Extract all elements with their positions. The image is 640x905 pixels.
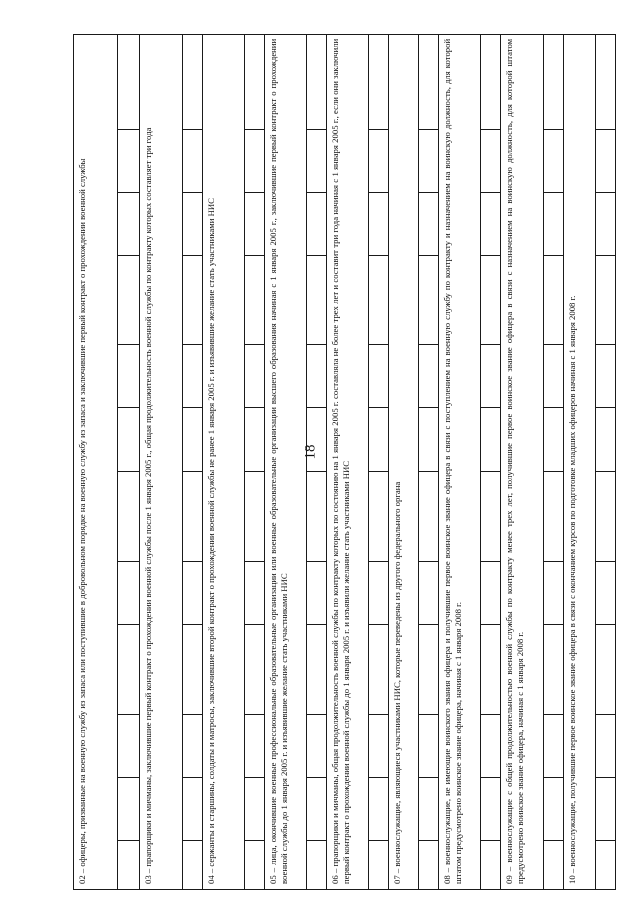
entry-cell[interactable] xyxy=(183,130,203,193)
entry-cell[interactable] xyxy=(307,562,327,625)
category-description: 05 – лица, окончившие военные профессиональные образовательные организации или военные образовательные организации высшего образования начиная с 1 января 2005 г., заключившие первый контракт о прохождении военной службы до 1 января 2005 г. и изъявившие желание стать участниками НИС xyxy=(265,34,307,889)
entry-cell[interactable] xyxy=(183,193,203,256)
entry-cell[interactable] xyxy=(118,841,140,890)
entry-cell[interactable] xyxy=(544,778,564,841)
entry-cell[interactable] xyxy=(307,34,327,129)
entry-cell[interactable] xyxy=(544,625,564,715)
entry-cell[interactable] xyxy=(419,408,439,472)
entry-cell[interactable] xyxy=(307,625,327,715)
entry-cell[interactable] xyxy=(307,841,327,890)
entry-row xyxy=(183,34,203,889)
category-description: 10 – военнослужащие, получившие первое воинское звание офицера в связи с окончанием курсов по подготовке младших офицеров начиная с 1 января 2008 г. xyxy=(564,34,596,889)
entry-row xyxy=(307,34,327,889)
entry-cell[interactable] xyxy=(183,345,203,408)
entry-cell[interactable] xyxy=(183,472,203,562)
category-description: 06 – прапорщики и мичманы, общая продолжительность военной службы по контракту которых по состоянию на 1 января 2005 г. составляла не более трех лет и составит три года начиная с 1 января 2005 г., если они заключили первый контракт о прохождении военной службы до 1 января 2005 г. и изъявили желание стать участниками НИС xyxy=(327,34,369,889)
entry-row xyxy=(481,34,501,889)
category-row xyxy=(439,34,481,889)
entry-cell[interactable] xyxy=(245,345,265,408)
entry-cell[interactable] xyxy=(481,256,501,345)
entry-cell[interactable] xyxy=(307,715,327,778)
entry-cell[interactable] xyxy=(245,408,265,472)
entry-cell[interactable] xyxy=(369,715,389,778)
entry-cell[interactable] xyxy=(245,778,265,841)
entry-cell[interactable] xyxy=(245,472,265,562)
entry-cell[interactable] xyxy=(596,778,616,841)
entry-cell[interactable] xyxy=(118,130,140,193)
entry-cell[interactable] xyxy=(481,778,501,841)
entry-cell[interactable] xyxy=(369,408,389,472)
entry-cell[interactable] xyxy=(419,34,439,129)
category-description: 08 – военнослужащие, не имеющие воинского звания офицера и получившие первое воинское звание офицера в связи с поступлением на военную службу по контракту и назначением на воинскую должность, для которой штатом предусмотрено воинское звание офицера, начиная с 1 января 2008 г. xyxy=(439,34,481,889)
entry-row xyxy=(544,34,564,889)
entry-cell[interactable] xyxy=(544,345,564,408)
category-row xyxy=(203,34,245,889)
entry-cell[interactable] xyxy=(419,715,439,778)
entry-cell[interactable] xyxy=(369,778,389,841)
entry-cell[interactable] xyxy=(419,472,439,562)
entry-cell[interactable] xyxy=(481,408,501,472)
entry-cell[interactable] xyxy=(245,34,265,129)
entry-cell[interactable] xyxy=(307,256,327,345)
entry-cell[interactable] xyxy=(596,130,616,193)
entry-cell[interactable] xyxy=(544,715,564,778)
entry-cell[interactable] xyxy=(307,130,327,193)
entry-cell[interactable] xyxy=(118,256,140,345)
entry-row xyxy=(118,34,140,889)
entry-cell[interactable] xyxy=(307,472,327,562)
entry-cell[interactable] xyxy=(183,625,203,715)
entry-cell[interactable] xyxy=(183,715,203,778)
entry-cell[interactable] xyxy=(481,625,501,715)
entry-cell[interactable] xyxy=(118,625,140,715)
category-description: 04 – сержанты и старшины, солдаты и матросы, заключившие второй контракт о прохождении военной службы не ранее 1 января 2005 г. и изъявившие желание стать участниками НИС xyxy=(203,34,245,889)
entry-row xyxy=(369,34,389,889)
entry-cell[interactable] xyxy=(307,778,327,841)
entry-cell[interactable] xyxy=(544,408,564,472)
entry-cell[interactable] xyxy=(245,130,265,193)
entry-cell[interactable] xyxy=(183,778,203,841)
entry-cell[interactable] xyxy=(481,34,501,129)
entry-cell[interactable] xyxy=(245,625,265,715)
entry-cell[interactable] xyxy=(419,256,439,345)
category-description: 02 – офицеры, призванные на военную службу из запаса или поступившие в добровольном порядке на военную службу из запаса и заключившие первый контракт о прохождении военной службы xyxy=(74,34,118,889)
entry-cell[interactable] xyxy=(307,408,327,472)
category-row xyxy=(74,34,118,889)
entry-cell[interactable] xyxy=(596,256,616,345)
category-row xyxy=(327,34,369,889)
entry-cell[interactable] xyxy=(481,193,501,256)
entry-cell[interactable] xyxy=(118,408,140,472)
rotated-landscape-page xyxy=(73,35,590,890)
entry-row xyxy=(245,34,265,889)
entry-cell[interactable] xyxy=(544,34,564,129)
entry-cell[interactable] xyxy=(419,841,439,890)
table-body xyxy=(74,34,616,889)
entry-cell[interactable] xyxy=(596,408,616,472)
entry-cell[interactable] xyxy=(419,130,439,193)
entry-cell[interactable] xyxy=(369,625,389,715)
entry-cell[interactable] xyxy=(596,345,616,408)
entry-cell[interactable] xyxy=(118,472,140,562)
entry-cell[interactable] xyxy=(544,841,564,890)
entry-cell[interactable] xyxy=(183,562,203,625)
entry-cell[interactable] xyxy=(544,130,564,193)
entry-cell[interactable] xyxy=(245,715,265,778)
entry-cell[interactable] xyxy=(544,472,564,562)
entry-cell[interactable] xyxy=(481,562,501,625)
category-grid-table xyxy=(73,34,616,890)
entry-cell[interactable] xyxy=(544,562,564,625)
entry-cell[interactable] xyxy=(596,715,616,778)
entry-cell[interactable] xyxy=(183,408,203,472)
entry-cell[interactable] xyxy=(481,472,501,562)
entry-cell[interactable] xyxy=(419,778,439,841)
category-row xyxy=(501,34,544,889)
category-row xyxy=(389,34,419,889)
entry-cell[interactable] xyxy=(245,193,265,256)
entry-cell[interactable] xyxy=(183,841,203,890)
entry-cell[interactable] xyxy=(481,130,501,193)
category-description: 07 – военнослужащие, являющиеся участниками НИС, которые переведены из другого федерального органа xyxy=(389,34,419,889)
entry-cell[interactable] xyxy=(596,562,616,625)
entry-cell[interactable] xyxy=(419,345,439,408)
entry-cell[interactable] xyxy=(419,193,439,256)
entry-cell[interactable] xyxy=(544,193,564,256)
entry-row xyxy=(419,34,439,889)
entry-cell[interactable] xyxy=(118,193,140,256)
entry-cell[interactable] xyxy=(118,715,140,778)
category-row xyxy=(265,34,307,889)
entry-cell[interactable] xyxy=(481,715,501,778)
entry-cell[interactable] xyxy=(596,193,616,256)
entry-cell[interactable] xyxy=(596,625,616,715)
entry-cell[interactable] xyxy=(481,345,501,408)
entry-cell[interactable] xyxy=(596,841,616,890)
entry-cell[interactable] xyxy=(183,256,203,345)
entry-cell[interactable] xyxy=(118,345,140,408)
entry-cell[interactable] xyxy=(118,778,140,841)
category-row xyxy=(564,34,596,889)
entry-cell[interactable] xyxy=(245,256,265,345)
entry-cell[interactable] xyxy=(481,841,501,890)
entry-cell[interactable] xyxy=(369,256,389,345)
entry-cell[interactable] xyxy=(369,345,389,408)
entry-cell[interactable] xyxy=(596,472,616,562)
entry-cell[interactable] xyxy=(596,34,616,129)
category-row xyxy=(140,34,183,889)
entry-cell[interactable] xyxy=(419,625,439,715)
entry-cell[interactable] xyxy=(369,130,389,193)
entry-cell[interactable] xyxy=(369,472,389,562)
entry-cell[interactable] xyxy=(118,562,140,625)
entry-row xyxy=(596,34,616,889)
entry-cell[interactable] xyxy=(245,562,265,625)
page-number: 18 xyxy=(302,444,319,460)
entry-cell[interactable] xyxy=(183,34,203,129)
entry-cell[interactable] xyxy=(307,345,327,408)
entry-cell[interactable] xyxy=(369,193,389,256)
entry-cell[interactable] xyxy=(544,256,564,345)
entry-cell[interactable] xyxy=(369,34,389,129)
category-description: 03 – прапорщики и мичманы, заключившие первый контракт о прохождении военной службы после 1 января 2005 г., общая продолжительность военной службы по контракту которых составляет три года xyxy=(140,34,183,889)
entry-cell[interactable] xyxy=(369,841,389,890)
category-description: 09 – военнослужащие с общей продолжительностью военной службы по контракту менее трех лет, получившие первое воинское звание офицера в связи с назначением на воинскую должность, для которой штатом предусмотрено воинское звание офицера, начиная с 1 января 2008 г. xyxy=(501,34,544,889)
entry-cell[interactable] xyxy=(118,34,140,129)
entry-cell[interactable] xyxy=(307,193,327,256)
entry-cell[interactable] xyxy=(245,841,265,890)
entry-cell[interactable] xyxy=(419,562,439,625)
entry-cell[interactable] xyxy=(369,562,389,625)
